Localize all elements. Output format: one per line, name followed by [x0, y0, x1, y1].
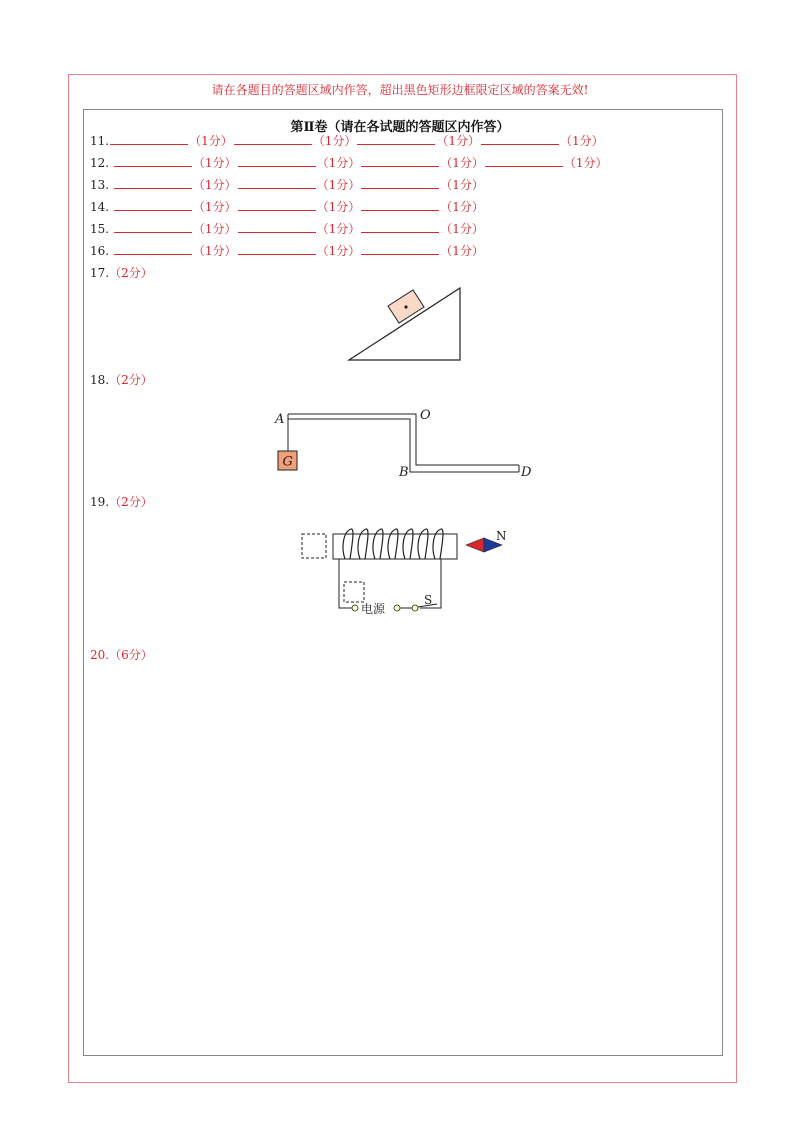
label-o: O: [420, 408, 431, 423]
dashed-pole-box-left: [302, 534, 326, 558]
points-label: （2分）: [109, 495, 153, 509]
points-label: （1分）: [312, 134, 357, 148]
question-number: 13.: [90, 178, 110, 192]
question-number: 19.: [90, 495, 110, 509]
power-terminal-left: [352, 605, 358, 611]
points-label: （1分）: [192, 178, 237, 192]
points-label: （1分）: [563, 156, 608, 170]
section-title: 第Ⅱ卷（请在各试题的答题区内作答）: [290, 120, 510, 135]
question-number: 15.: [90, 222, 110, 236]
points-label: （1分）: [316, 156, 361, 170]
question-number: 17.: [90, 266, 110, 280]
points-label: （2分）: [109, 373, 153, 387]
points-label: （1分）: [316, 222, 361, 236]
points-label: （1分）: [316, 200, 361, 214]
switch-pivot: [412, 605, 418, 611]
points-label: （1分）: [440, 244, 484, 258]
points-label: （1分）: [192, 200, 237, 214]
points-label: （1分）: [436, 134, 481, 148]
points-label: （1分）: [440, 200, 484, 214]
question-number: 12.: [90, 156, 110, 170]
label-a: A: [275, 412, 285, 427]
label-g: G: [282, 454, 293, 470]
points-label: （1分）: [316, 178, 361, 192]
label-power: 电源: [361, 602, 386, 616]
dashed-box-small: [344, 582, 364, 602]
points-label: （6分）: [109, 648, 153, 662]
question-number: 20.: [90, 648, 110, 662]
points-label: （1分）: [192, 244, 237, 258]
label-s: S: [424, 593, 433, 607]
points-label: （1分）: [192, 156, 237, 170]
points-label: （1分）: [316, 244, 361, 258]
answer-area-warning: 请在各题目的答题区域内作答，超出黑色矩形边框限定区域的答案无效!: [211, 83, 589, 97]
question-number: 11.: [90, 134, 110, 148]
points-label: （1分）: [440, 156, 484, 170]
circuit-wire-left: [339, 559, 352, 608]
points-label: （1分）: [440, 178, 484, 192]
question-20-label: [90, 647, 153, 663]
points-label: （1分）: [440, 222, 484, 236]
question-number: 14.: [90, 200, 110, 214]
label-n: N: [496, 529, 507, 543]
question-number: 18.: [90, 373, 110, 387]
question-number: 16.: [90, 244, 110, 258]
points-label: （1分）: [560, 134, 604, 148]
points-label: （2分）: [109, 266, 153, 280]
points-label: （1分）: [192, 222, 237, 236]
label-d: D: [521, 465, 532, 480]
power-terminal-right: [394, 605, 400, 611]
points-label: （1分）: [189, 134, 233, 148]
label-b: B: [399, 465, 409, 480]
